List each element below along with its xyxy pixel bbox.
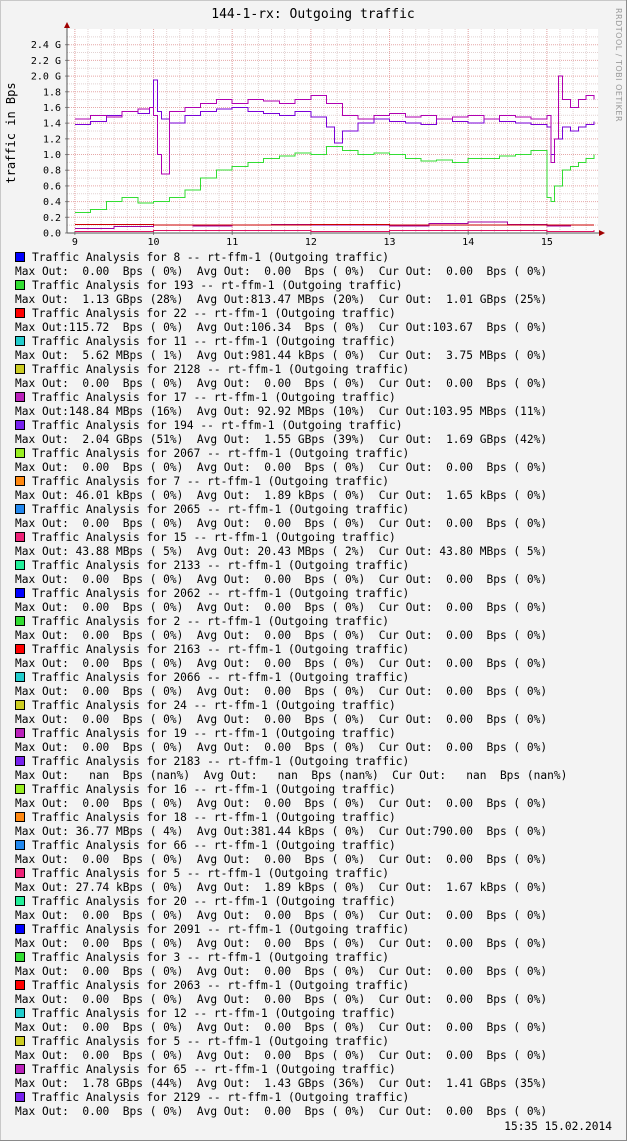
x-tick-label: 9	[71, 237, 78, 245]
legend-label: Traffic Analysis for 2129 -- rt-ffm-1 (Outgoing traffic)	[32, 1091, 410, 1104]
legend-entry	[15, 951, 615, 979]
legend-swatch	[15, 700, 25, 710]
legend-swatch	[15, 1008, 25, 1018]
legend-entry	[15, 251, 615, 279]
legend-label: Traffic Analysis for 11 -- rt-ffm-1 (Outgoing traffic)	[32, 335, 396, 348]
legend-entry	[15, 1007, 615, 1035]
y-tick-label: 2.0 G	[30, 71, 61, 83]
legend-entry	[15, 363, 615, 391]
legend-stats: Max Out: 0.00 Bps ( 0%) Avg Out: 0.00 Bps ( 0%) Cur Out: 0.00 Bps ( 0%)	[15, 657, 548, 670]
chart-title: 144-1-rx: Outgoing traffic	[211, 7, 415, 22]
legend-stats: Max Out: 0.00 Bps ( 0%) Avg Out: 0.00 Bps ( 0%) Cur Out: 0.00 Bps ( 0%)	[15, 713, 548, 726]
legend-label: Traffic Analysis for 18 -- rt-ffm-1 (Outgoing traffic)	[32, 811, 396, 824]
legend-entry	[15, 811, 615, 839]
plot-area	[31, 22, 605, 245]
legend-stats: Max Out: 0.00 Bps ( 0%) Avg Out: 0.00 Bps ( 0%) Cur Out: 0.00 Bps ( 0%)	[15, 461, 548, 474]
legend-label-line	[15, 923, 615, 937]
legend-swatch	[15, 616, 25, 626]
legend-label: Traffic Analysis for 66 -- rt-ffm-1 (Outgoing traffic)	[32, 839, 396, 852]
legend-label: Traffic Analysis for 16 -- rt-ffm-1 (Outgoing traffic)	[32, 783, 396, 796]
legend-stats: Max Out: 0.00 Bps ( 0%) Avg Out: 0.00 Bps ( 0%) Cur Out: 0.00 Bps ( 0%)	[15, 1021, 548, 1034]
y-tick-label: 0.6	[42, 181, 61, 193]
legend-label-line	[15, 783, 615, 797]
legend-entry	[15, 1063, 615, 1091]
y-tick-label: 0.2	[42, 212, 61, 224]
legend-stats: Max Out: 27.74 kBps ( 0%) Avg Out: 1.89 kBps ( 0%) Cur Out: 1.67 kBps ( 0%)	[15, 881, 548, 894]
legend-stats: Max Out: nan Bps (nan%) Avg Out: nan Bps (nan%) Cur Out: nan Bps (nan%)	[15, 769, 568, 782]
legend-entry	[15, 699, 615, 727]
legend-label-line	[15, 307, 615, 321]
legend-entry	[15, 1035, 615, 1063]
legend-label-line	[15, 811, 615, 825]
legend-label-line	[15, 503, 615, 517]
legend-entry	[15, 783, 615, 811]
legend-label: Traffic Analysis for 7 -- rt-ffm-1 (Outgoing traffic)	[32, 475, 389, 488]
legend-label-line	[15, 1063, 615, 1077]
legend-label: Traffic Analysis for 19 -- rt-ffm-1 (Outgoing traffic)	[32, 727, 396, 740]
legend-label: Traffic Analysis for 194 -- rt-ffm-1 (Outgoing traffic)	[32, 419, 403, 432]
legend-label-line	[15, 251, 615, 265]
legend-entry	[15, 419, 615, 447]
legend-swatch	[15, 644, 25, 654]
legend-stats: Max Out: 2.04 GBps (51%) Avg Out: 1.55 GBps (39%) Cur Out: 1.69 GBps (42%)	[15, 433, 548, 446]
legend-label: Traffic Analysis for 3 -- rt-ffm-1 (Outgoing traffic)	[32, 951, 389, 964]
legend-label: Traffic Analysis for 2 -- rt-ffm-1 (Outgoing traffic)	[32, 615, 389, 628]
legend-entry	[15, 447, 615, 475]
legend-entry	[15, 391, 615, 419]
legend-label: Traffic Analysis for 24 -- rt-ffm-1 (Outgoing traffic)	[32, 699, 396, 712]
watermark: RRDTOOL / TOBI OETIKER	[614, 8, 623, 123]
legend-stats: Max Out: 1.78 GBps (44%) Avg Out: 1.43 GBps (36%) Cur Out: 1.41 GBps (35%)	[15, 1077, 548, 1090]
legend-swatch	[15, 392, 25, 402]
legend-stats: Max Out: 46.01 kBps ( 0%) Avg Out: 1.89 kBps ( 0%) Cur Out: 1.65 kBps ( 0%)	[15, 489, 548, 502]
legend-label-line	[15, 419, 615, 433]
legend-label-line	[15, 727, 615, 741]
legend-swatch	[15, 924, 25, 934]
legend-swatch	[15, 308, 25, 318]
x-tick-label: 12	[304, 237, 317, 245]
legend-label: Traffic Analysis for 2067 -- rt-ffm-1 (Outgoing traffic)	[32, 447, 410, 460]
legend-entry	[15, 923, 615, 951]
legend-label-line	[15, 531, 615, 545]
legend-stats: Max Out: 0.00 Bps ( 0%) Avg Out: 0.00 Bps ( 0%) Cur Out: 0.00 Bps ( 0%)	[15, 629, 548, 642]
legend-entry	[15, 475, 615, 503]
legend-swatch	[15, 420, 25, 430]
legend-entry	[15, 307, 615, 335]
y-tick-label: 1.2	[42, 134, 61, 146]
legend-stats: Max Out: 0.00 Bps ( 0%) Avg Out: 0.00 Bps ( 0%) Cur Out: 0.00 Bps ( 0%)	[15, 993, 548, 1006]
legend-label: Traffic Analysis for 20 -- rt-ffm-1 (Outgoing traffic)	[32, 895, 396, 908]
y-tick-label: 2.4 G	[30, 40, 61, 52]
legend-label-line	[15, 391, 615, 405]
legend	[15, 251, 615, 1119]
legend-stats: Max Out: 0.00 Bps ( 0%) Avg Out: 0.00 Bps ( 0%) Cur Out: 0.00 Bps ( 0%)	[15, 573, 548, 586]
legend-stats: Max Out: 43.88 MBps ( 5%) Avg Out: 20.43 MBps ( 2%) Cur Out: 43.80 MBps ( 5%)	[15, 545, 548, 558]
legend-label-line	[15, 1035, 615, 1049]
legend-label-line	[15, 755, 615, 769]
legend-stats: Max Out: 0.00 Bps ( 0%) Avg Out: 0.00 Bps ( 0%) Cur Out: 0.00 Bps ( 0%)	[15, 1105, 548, 1118]
legend-label: Traffic Analysis for 65 -- rt-ffm-1 (Outgoing traffic)	[32, 1063, 396, 1076]
legend-entry	[15, 503, 615, 531]
legend-label-line	[15, 335, 615, 349]
legend-stats: Max Out: 0.00 Bps ( 0%) Avg Out: 0.00 Bps ( 0%) Cur Out: 0.00 Bps ( 0%)	[15, 601, 548, 614]
legend-label: Traffic Analysis for 2128 -- rt-ffm-1 (Outgoing traffic)	[32, 363, 410, 376]
legend-swatch	[15, 1036, 25, 1046]
legend-swatch	[15, 364, 25, 374]
legend-stats: Max Out: 0.00 Bps ( 0%) Avg Out: 0.00 Bps ( 0%) Cur Out: 0.00 Bps ( 0%)	[15, 937, 548, 950]
legend-entry	[15, 587, 615, 615]
legend-swatch	[15, 784, 25, 794]
legend-label: Traffic Analysis for 193 -- rt-ffm-1 (Outgoing traffic)	[32, 279, 403, 292]
legend-stats: Max Out: 0.00 Bps ( 0%) Avg Out: 0.00 Bps ( 0%) Cur Out: 0.00 Bps ( 0%)	[15, 965, 548, 978]
y-axis-label: traffic in Bps	[4, 82, 18, 184]
legend-label-line	[15, 1091, 615, 1105]
legend-swatch	[15, 728, 25, 738]
x-tick-label: 15	[540, 237, 553, 245]
legend-label: Traffic Analysis for 22 -- rt-ffm-1 (Outgoing traffic)	[32, 307, 396, 320]
legend-swatch	[15, 476, 25, 486]
x-tick-label: 13	[383, 237, 396, 245]
legend-swatch	[15, 840, 25, 850]
legend-label-line	[15, 279, 615, 293]
legend-swatch	[15, 868, 25, 878]
legend-label-line	[15, 699, 615, 713]
timestamp: 15:35 15.02.2014	[504, 1120, 612, 1133]
legend-stats: Max Out: 0.00 Bps ( 0%) Avg Out: 0.00 Bps ( 0%) Cur Out: 0.00 Bps ( 0%)	[15, 1049, 548, 1062]
legend-swatch	[15, 504, 25, 514]
legend-label-line	[15, 895, 615, 909]
legend-label-line	[15, 671, 615, 685]
legend-label: Traffic Analysis for 2133 -- rt-ffm-1 (Outgoing traffic)	[32, 559, 410, 572]
legend-label-line	[15, 867, 615, 881]
legend-entry	[15, 615, 615, 643]
legend-label-line	[15, 615, 615, 629]
legend-label: Traffic Analysis for 2163 -- rt-ffm-1 (Outgoing traffic)	[32, 643, 410, 656]
legend-stats: Max Out: 0.00 Bps ( 0%) Avg Out: 0.00 Bps ( 0%) Cur Out: 0.00 Bps ( 0%)	[15, 741, 548, 754]
x-axis-arrow	[599, 230, 605, 236]
legend-label-line	[15, 643, 615, 657]
x-tick-label: 14	[462, 237, 475, 245]
legend-stats: Max Out: 1.13 GBps (28%) Avg Out:813.47 MBps (20%) Cur Out: 1.01 GBps (25%)	[15, 293, 548, 306]
legend-swatch	[15, 280, 25, 290]
x-tick-label: 10	[147, 237, 160, 245]
legend-label: Traffic Analysis for 12 -- rt-ffm-1 (Outgoing traffic)	[32, 1007, 396, 1020]
legend-label: Traffic Analysis for 2062 -- rt-ffm-1 (Outgoing traffic)	[32, 587, 410, 600]
y-tick-label: 1.0	[42, 150, 61, 162]
legend-entry	[15, 335, 615, 363]
legend-entry	[15, 895, 615, 923]
legend-label-line	[15, 475, 615, 489]
legend-label: Traffic Analysis for 5 -- rt-ffm-1 (Outgoing traffic)	[32, 867, 389, 880]
y-tick-label: 2.2 G	[30, 55, 61, 67]
chart	[0, 0, 627, 245]
legend-swatch	[15, 560, 25, 570]
legend-label-line	[15, 1007, 615, 1021]
legend-entry	[15, 979, 615, 1007]
legend-stats: Max Out: 0.00 Bps ( 0%) Avg Out: 0.00 Bps ( 0%) Cur Out: 0.00 Bps ( 0%)	[15, 265, 548, 278]
legend-label: Traffic Analysis for 2063 -- rt-ffm-1 (Outgoing traffic)	[32, 979, 410, 992]
legend-label: Traffic Analysis for 2065 -- rt-ffm-1 (Outgoing traffic)	[32, 503, 410, 516]
legend-label: Traffic Analysis for 8 -- rt-ffm-1 (Outgoing traffic)	[32, 251, 389, 264]
legend-label-line	[15, 951, 615, 965]
legend-swatch	[15, 448, 25, 458]
legend-label: Traffic Analysis for 2091 -- rt-ffm-1 (Outgoing traffic)	[32, 923, 410, 936]
legend-swatch	[15, 588, 25, 598]
legend-label: Traffic Analysis for 2183 -- rt-ffm-1 (Outgoing traffic)	[32, 755, 410, 768]
legend-swatch	[15, 532, 25, 542]
legend-swatch	[15, 252, 25, 262]
legend-label: Traffic Analysis for 5 -- rt-ffm-1 (Outgoing traffic)	[32, 1035, 389, 1048]
legend-label: Traffic Analysis for 15 -- rt-ffm-1 (Outgoing traffic)	[32, 531, 396, 544]
x-tick-label: 11	[226, 237, 239, 245]
y-axis-arrow	[64, 22, 70, 28]
legend-stats: Max Out:115.72 Bps ( 0%) Avg Out:106.34 Bps ( 0%) Cur Out:103.67 Bps ( 0%)	[15, 321, 548, 334]
legend-label-line	[15, 363, 615, 377]
legend-stats: Max Out: 0.00 Bps ( 0%) Avg Out: 0.00 Bps ( 0%) Cur Out: 0.00 Bps ( 0%)	[15, 377, 548, 390]
legend-label: Traffic Analysis for 17 -- rt-ffm-1 (Outgoing traffic)	[32, 391, 396, 404]
legend-stats: Max Out: 0.00 Bps ( 0%) Avg Out: 0.00 Bps ( 0%) Cur Out: 0.00 Bps ( 0%)	[15, 685, 548, 698]
legend-stats: Max Out: 0.00 Bps ( 0%) Avg Out: 0.00 Bps ( 0%) Cur Out: 0.00 Bps ( 0%)	[15, 909, 548, 922]
legend-swatch	[15, 336, 25, 346]
legend-swatch	[15, 952, 25, 962]
y-tick-label: 0.4	[42, 197, 61, 209]
plot-background	[67, 29, 598, 233]
legend-swatch	[15, 812, 25, 822]
legend-entry	[15, 839, 615, 867]
y-tick-label: 1.4	[42, 118, 61, 130]
legend-stats: Max Out: 0.00 Bps ( 0%) Avg Out: 0.00 Bps ( 0%) Cur Out: 0.00 Bps ( 0%)	[15, 853, 548, 866]
legend-entry	[15, 279, 615, 307]
legend-swatch	[15, 756, 25, 766]
legend-stats: Max Out: 0.00 Bps ( 0%) Avg Out: 0.00 Bps ( 0%) Cur Out: 0.00 Bps ( 0%)	[15, 797, 548, 810]
legend-entry	[15, 643, 615, 671]
legend-entry	[15, 755, 615, 783]
legend-stats: Max Out: 5.62 MBps ( 1%) Avg Out:981.44 kBps ( 0%) Cur Out: 3.75 MBps ( 0%)	[15, 349, 548, 362]
legend-label-line	[15, 979, 615, 993]
legend-entry	[15, 1091, 615, 1119]
legend-entry	[15, 867, 615, 895]
legend-stats: Max Out: 36.77 MBps ( 4%) Avg Out:381.44 kBps ( 0%) Cur Out:790.00 Bps ( 0%)	[15, 825, 548, 838]
y-tick-label: 0.8	[42, 165, 61, 177]
legend-swatch	[15, 1092, 25, 1102]
legend-entry	[15, 531, 615, 559]
legend-entry	[15, 559, 615, 587]
legend-stats: Max Out: 0.00 Bps ( 0%) Avg Out: 0.00 Bps ( 0%) Cur Out: 0.00 Bps ( 0%)	[15, 517, 548, 530]
legend-label-line	[15, 559, 615, 573]
legend-label-line	[15, 839, 615, 853]
y-tick-label: 0.0	[42, 228, 61, 240]
legend-entry	[15, 727, 615, 755]
legend-swatch	[15, 896, 25, 906]
y-tick-label: 1.8	[42, 87, 61, 99]
legend-label-line	[15, 587, 615, 601]
legend-swatch	[15, 672, 25, 682]
legend-swatch	[15, 1064, 25, 1074]
legend-label-line	[15, 447, 615, 461]
legend-entry	[15, 671, 615, 699]
legend-stats: Max Out:148.84 MBps (16%) Avg Out: 92.92 MBps (10%) Cur Out:103.95 MBps (11%)	[15, 405, 548, 418]
legend-label: Traffic Analysis for 2066 -- rt-ffm-1 (Outgoing traffic)	[32, 671, 410, 684]
y-tick-label: 1.6	[42, 102, 61, 114]
legend-swatch	[15, 980, 25, 990]
